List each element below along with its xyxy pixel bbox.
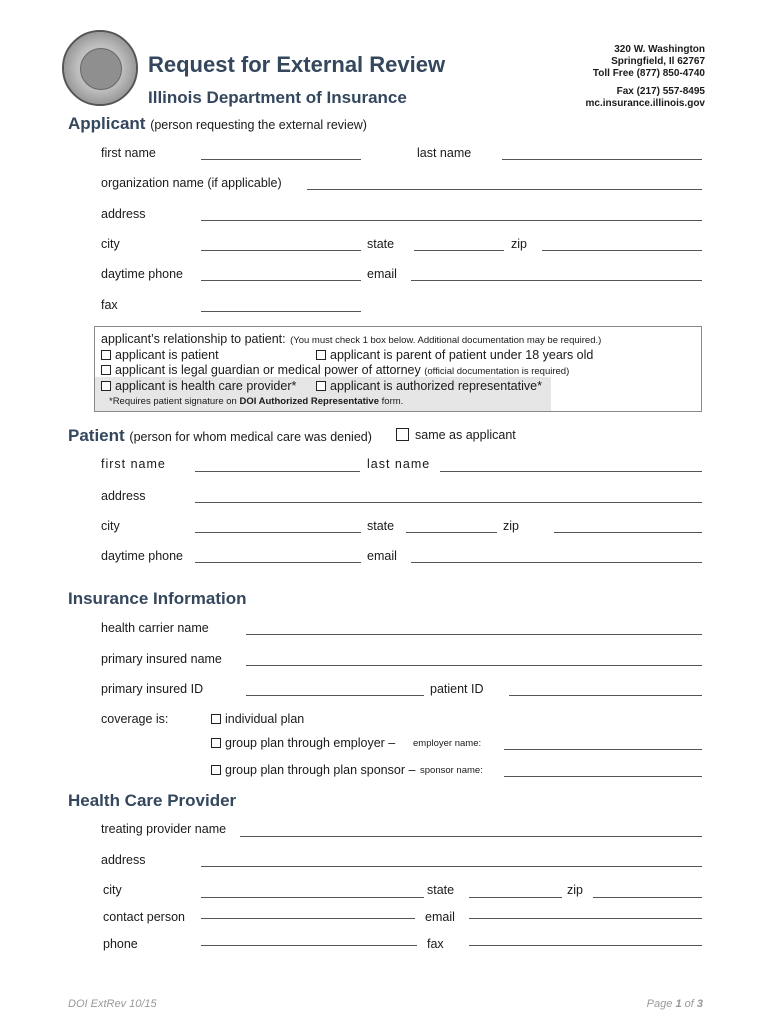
patient-state-field[interactable]: [406, 532, 497, 533]
applicant-email-label: email: [367, 267, 397, 281]
provider-zip-field[interactable]: [593, 897, 702, 898]
contact-block: [586, 44, 705, 110]
page-number: [647, 998, 703, 1010]
applicant-last-name-field[interactable]: [502, 159, 702, 160]
fax-number: Fax (217) 557-8495: [616, 86, 705, 97]
website: mc.insurance.illinois.gov: [585, 98, 705, 109]
option-label: applicant is authorized representative*: [330, 379, 542, 393]
provider-city-field[interactable]: [201, 897, 424, 898]
patient-phone-field[interactable]: [195, 562, 361, 563]
footnote-text: *Requires patient signature on: [109, 396, 237, 407]
sponsor-name-label: sponsor name:: [420, 765, 483, 776]
option-applicant-is-patient[interactable]: [101, 348, 219, 362]
toll-free-number: Toll Free (877) 850-4740: [592, 68, 705, 79]
provider-address-label: address: [101, 853, 146, 867]
page-word: Page: [646, 998, 673, 1010]
primary-insured-id-field[interactable]: [246, 695, 424, 696]
patient-first-name-field[interactable]: [195, 471, 360, 472]
patient-city-field[interactable]: [195, 532, 361, 533]
option-applicant-is-guardian[interactable]: [101, 363, 569, 377]
provider-phone-field[interactable]: [201, 945, 417, 946]
applicant-zip-field[interactable]: [542, 250, 702, 251]
contact-person-field[interactable]: [201, 918, 415, 919]
applicant-address-label: address: [101, 207, 146, 221]
patient-email-label: email: [367, 549, 397, 563]
employer-name-label: employer name:: [413, 738, 482, 749]
provider-city-label: city: [103, 883, 122, 897]
footnote-tail: form.: [381, 396, 404, 407]
primary-insured-id-label: primary insured ID: [101, 682, 204, 696]
provider-fax-field[interactable]: [469, 945, 702, 946]
option-label: applicant is parent of patient under 18 years old: [330, 348, 594, 362]
applicant-heading-note: (person requesting the external review): [150, 118, 367, 132]
option-label: applicant is patient: [115, 348, 219, 362]
applicant-last-name-label: last name: [417, 146, 472, 160]
applicant-org-label: organization name (if applicable): [101, 176, 282, 190]
option-note: (official documentation is required): [424, 366, 570, 377]
checkbox-icon[interactable]: [101, 381, 111, 391]
same-as-applicant-label: same as applicant: [415, 428, 516, 442]
applicant-org-field[interactable]: [307, 189, 702, 190]
applicant-address-field[interactable]: [201, 220, 702, 221]
applicant-fax-field[interactable]: [201, 311, 361, 312]
total-pages: 3: [696, 998, 703, 1010]
option-label: applicant is health care provider*: [115, 379, 297, 393]
contact-person-label: contact person: [103, 910, 185, 924]
patient-heading-text: Patient: [68, 426, 125, 445]
patient-address-label: address: [101, 489, 146, 503]
current-page: 1: [675, 998, 682, 1010]
primary-insured-name-label: primary insured name: [101, 652, 222, 666]
provider-email-field[interactable]: [469, 918, 702, 919]
applicant-city-label: city: [101, 237, 120, 251]
relationship-note: (You must check 1 box below. Additional documentation may be required.): [290, 335, 602, 346]
provider-state-field[interactable]: [469, 897, 562, 898]
patient-id-label: patient ID: [430, 682, 484, 696]
option-label: individual plan: [225, 712, 305, 726]
same-as-applicant-option[interactable]: [396, 428, 516, 442]
applicant-phone-label: daytime phone: [101, 267, 184, 281]
treating-provider-field[interactable]: [240, 836, 702, 837]
insurance-section-heading: Insurance Information: [68, 589, 247, 608]
patient-last-name-label: last name: [367, 457, 431, 471]
applicant-heading-text: Applicant: [68, 114, 146, 133]
patient-city-label: city: [101, 519, 120, 533]
applicant-phone-field[interactable]: [201, 280, 361, 281]
applicant-state-label: state: [367, 237, 395, 251]
provider-zip-label: zip: [567, 883, 583, 897]
provider-fax-label: fax: [427, 937, 444, 951]
provider-address-field[interactable]: [201, 866, 702, 867]
patient-phone-label: daytime phone: [101, 549, 184, 563]
provider-email-label: email: [425, 910, 455, 924]
page-title: Request for External Review: [148, 52, 446, 77]
checkbox-icon[interactable]: [211, 738, 221, 748]
patient-zip-label: zip: [503, 519, 519, 533]
footnote-form-name: DOI Authorized Representative: [239, 396, 379, 407]
provider-section-heading: Health Care Provider: [68, 791, 237, 810]
coverage-individual-option[interactable]: [211, 712, 304, 726]
applicant-first-name-label: first name: [101, 146, 156, 160]
applicant-state-field[interactable]: [414, 250, 504, 251]
treating-provider-label: treating provider name: [101, 822, 227, 836]
checkbox-icon[interactable]: [316, 350, 326, 360]
of-word: of: [684, 998, 694, 1010]
applicant-first-name-field[interactable]: [201, 159, 361, 160]
coverage-employer-option[interactable]: [211, 736, 395, 750]
applicant-fax-label: fax: [101, 298, 118, 312]
option-label: group plan through employer –: [225, 736, 396, 750]
patient-zip-field[interactable]: [554, 532, 702, 533]
illinois-state-seal: [62, 30, 138, 106]
address-line-2: Springfield, Il 62767: [611, 56, 705, 67]
coverage-label: coverage is:: [101, 712, 169, 726]
checkbox-icon[interactable]: [211, 765, 221, 775]
patient-address-field[interactable]: [195, 502, 702, 503]
option-applicant-is-parent[interactable]: [316, 348, 593, 362]
patient-first-name-label: first name: [101, 457, 166, 471]
address-line-1: 320 W. Washington: [614, 44, 705, 55]
carrier-name-field[interactable]: [246, 634, 702, 635]
option-applicant-is-authorized-rep[interactable]: [316, 379, 542, 393]
patient-state-label: state: [367, 519, 395, 533]
provider-phone-label: phone: [103, 937, 138, 951]
coverage-sponsor-option[interactable]: [211, 763, 415, 777]
employer-name-field[interactable]: [504, 749, 702, 750]
applicant-section-heading: [68, 114, 367, 134]
option-applicant-is-provider[interactable]: [101, 379, 296, 393]
checkbox-icon[interactable]: [101, 365, 111, 375]
sponsor-name-field[interactable]: [504, 776, 702, 777]
carrier-name-label: health carrier name: [101, 621, 209, 635]
option-label: group plan through plan sponsor –: [225, 763, 416, 777]
checkbox-icon[interactable]: [396, 428, 409, 441]
provider-state-label: state: [427, 883, 455, 897]
checkbox-icon[interactable]: [101, 350, 111, 360]
patient-email-field[interactable]: [411, 562, 702, 563]
relationship-label: applicant’s relationship to patient:: [101, 332, 286, 346]
form-code: DOI ExtRev 10/15: [68, 998, 157, 1010]
option-label: applicant is legal guardian or medical power of attorney: [115, 363, 421, 377]
checkbox-icon[interactable]: [211, 714, 221, 724]
patient-section-heading: [68, 426, 372, 446]
page-subtitle: Illinois Department of Insurance: [148, 88, 407, 107]
patient-last-name-field[interactable]: [440, 471, 702, 472]
applicant-email-field[interactable]: [411, 280, 702, 281]
checkbox-icon[interactable]: [316, 381, 326, 391]
primary-insured-name-field[interactable]: [246, 665, 702, 666]
applicant-zip-label: zip: [511, 237, 527, 251]
patient-heading-note: (person for whom medical care was denied): [129, 430, 372, 444]
patient-id-field[interactable]: [509, 695, 702, 696]
authorization-footnote: [109, 396, 403, 407]
relationship-label-row: [101, 330, 601, 348]
applicant-city-field[interactable]: [201, 250, 361, 251]
